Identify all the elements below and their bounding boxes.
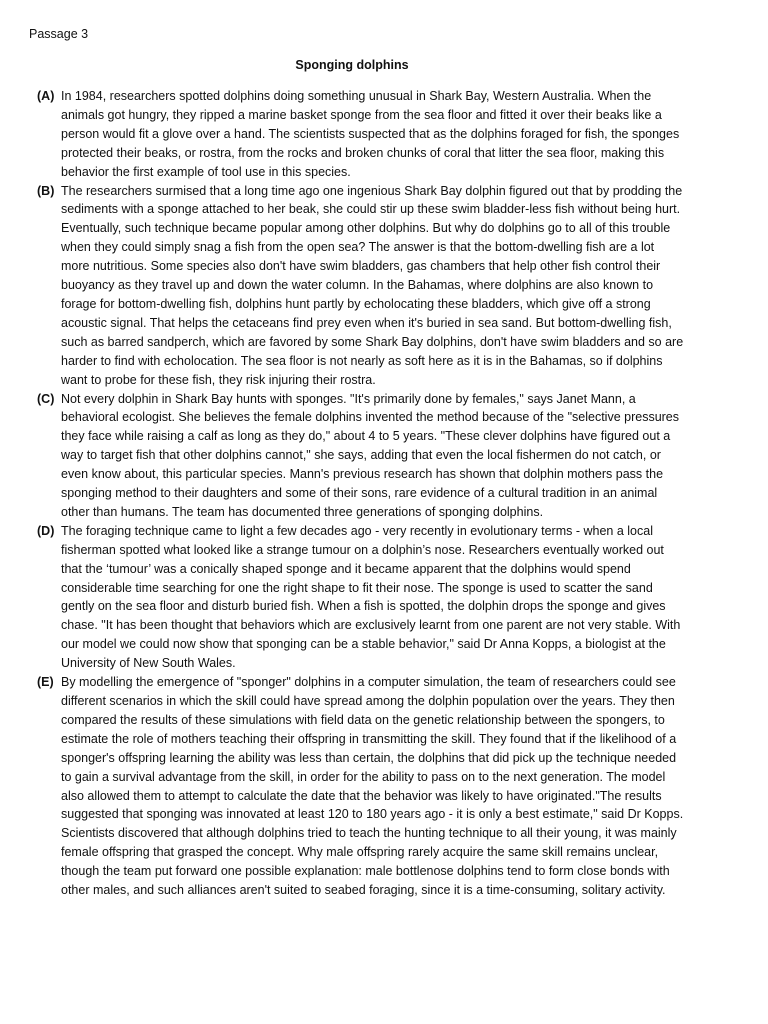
paragraph-a [37, 87, 685, 182]
paragraph-text: Not every dolphin in Shark Bay hunts with sponges. "It's primarily done by females," says Janet Mann, a behavioral ecologist. She believes the female dolphins invented the method because of the "selective pressures they face while raising a calf as long as they do," about 4 to 5 years. "These clever dolphins have figured out a way to target fish that other dolphins cannot," she says, adding that even the local fishermen do not catch, or even know about, this particular species. Mann's previous research has shown that dolphin mothers pass the sponging method to their daughters and some of their sons, rare evidence of a cultural tradition in an animal other than humans. The team has documented three generations of sponging dolphins. [61, 391, 680, 519]
paragraph-e [37, 673, 685, 900]
paragraph-letter: (A) [37, 89, 55, 103]
paragraph-letter: (C) [37, 391, 55, 406]
paragraph-text: The foraging technique came to light a few decades ago - very recently in evolutionary terms - when a local fisherman spotted what looked like a strange tumour on a dolphin’s nose. Researchers eventually worked out that the ‘tumour’ was a conically shaped sponge and it became apparent that the dolphins would spend considerable time searching for one the right shape to fit their nose. The sponge is used to scatter the sand gently on the sea floor and disturb buried fish. When a fish is spotted, the dolphin drops the sponge and gives chase. "It has been thought that behaviors which are exclusively learnt from one parent are not very stable. With our model we could now show that sponging can be a stable behavior," said Dr Anna Kopps, a biologist at the University of New South Wales. [61, 523, 681, 671]
paragraph-text: The researchers surmised that a long time ago one ingenious Shark Bay dolphin figured out that by prodding the sediments with a sponge attached to her beak, she could stir up these swim bladder-less fish without being hurt. Eventually, such technique became popular among other dolphins. But why do dolphins go to all of this trouble when they could simply snag a fish from the open sea? The answer is that the bottom-dwelling fish are a lot more nutritious. Some species also don't have swim bladders, gas chambers that help other fish control their buoyancy as they travel up and down the water column. In the Bahamas, where dolphins are also known to forage for bottom-dwelling fish, dolphins hunt partly by echolocating these bladders, which give off a strong acoustic signal. That helps the cetaceans find prey even when it's buried in sea sand. But bottom-dwelling fish, such as barred sandperch, which are favored by some Shark Bay dolphins, don't have swim bladders and so are harder to find with echolocation. The sea floor is not nearly as soft here as it is in the Bahamas, so if dolphins want to probe for these fish, they risk injuring their rostra. [61, 183, 684, 387]
paragraph-text: In 1984, researchers spotted dolphins doing something unusual in Shark Bay, Western Australia. When the animals got hungry, they ripped a marine basket sponge from the sea floor and fitted it over their beaks like a person would fit a glove over a hand. The scientists suspected that as the dolphins foraged for fish, the sponges protected their beaks, or rostra, from the rocks and broken chunks of coral that litter the sea floor, making this behavior the first example of tool use in this species. [61, 89, 680, 179]
paragraph-text: By modelling the emergence of "sponger" dolphins in a computer simulation, the team of researchers could see different scenarios in which the skill could have spread among the dolphin population over the years. They then compared the results of these simulations with field data on the genetic relationship between the spongers, to estimate the role of mothers teaching their offspring in transmitting the skill. They found that if the likelihood of a sponger's offspring learning the ability was less than certain, the dolphins that did pick up the technique needed to gain a survival advantage from the skill, in order for the ability to pass on to the next generation. The model also allowed them to attempt to calculate the date that the behavior was likely to have originated."The results suggested that sponging was innovated at least 120 to 180 years ago - it is only a best estimate," said Dr Kopps. Scientists discovered that although dolphins tried to teach the hunting technique to all their young, it was mainly female offspring that grasped the concept. Why male offspring rarely acquire the same skill remains unclear, though the team put forward one possible explanation: male bottlenose dolphins tend to form close bonds with other males, and such alliances aren't suited to seabed foraging, since it is a time-consuming, solitary activity. [61, 675, 684, 898]
paragraph-letter: (D) [37, 523, 55, 538]
paragraph-list [37, 87, 685, 900]
paragraph-letter: (E) [37, 675, 54, 690]
paragraph-c [37, 390, 685, 522]
passage-label: Passage 3 [29, 27, 89, 41]
paragraph-d [37, 522, 685, 673]
paragraph-letter: (B) [37, 183, 55, 198]
paragraph-b [37, 182, 685, 390]
passage-title: Sponging dolphins [295, 58, 409, 72]
